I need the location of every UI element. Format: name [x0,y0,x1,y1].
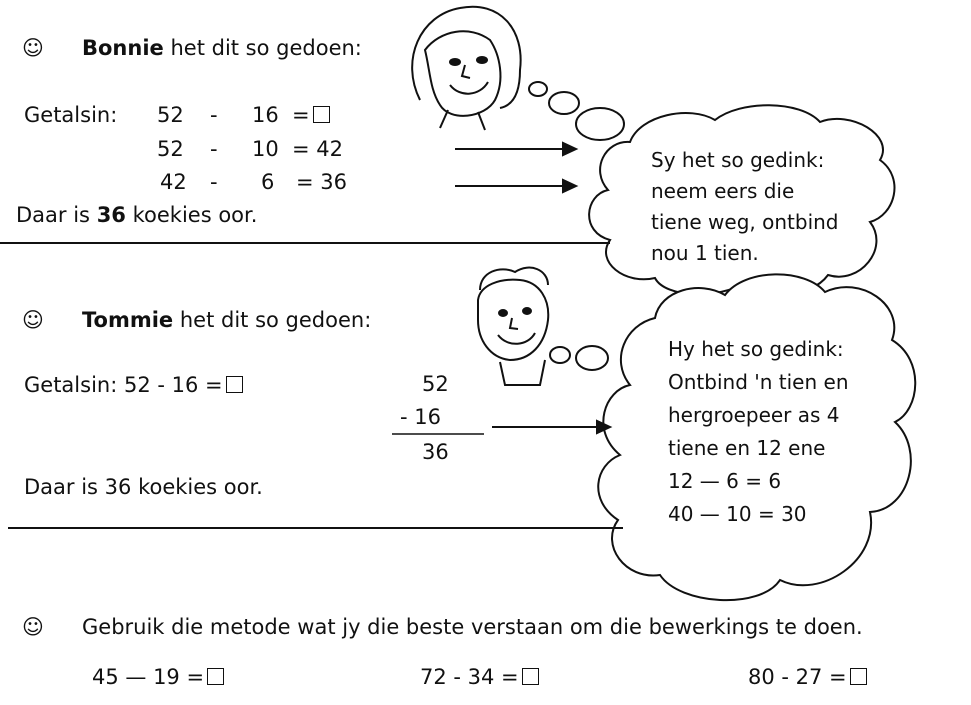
tommie-thought-line: 12 — 6 = 6 [668,469,782,493]
tommie-heading [82,308,371,332]
bonnie-thought-line: neem eers die [651,179,795,203]
bonnie-heading [82,36,362,60]
bonnie-thought-trail [529,82,624,140]
bonnie-row-1-a: 52 [157,103,184,127]
smiley-icon: ☺ [22,36,44,60]
exercise-problem-3 [748,665,867,689]
bonnie-thought-text [651,145,839,269]
tommie-thought-text [668,333,849,531]
exercise-problem-text: 72 - 34 = [420,665,519,689]
bonnie-row-3-op: - [210,170,218,194]
bonnie-row-3-a: 42 [160,170,187,194]
bonnie-row-3-b: 6 [261,170,275,194]
tommie-thought-line: tiene en 12 ene [668,436,826,460]
tommie-thought-line: Ontbind 'n tien en [668,370,849,394]
exercise-problem-1 [92,665,224,689]
tommie-thought-line: hergroepeer as 4 [668,403,840,427]
smiley-icon: ☺ [22,308,44,332]
tommie-face-illustration [478,268,548,385]
tommie-column-minus: - 16 [400,405,441,429]
bonnie-row-2-b: 10 [252,137,279,161]
section-divider-2 [8,527,623,529]
bonnie-row-1-op: - [210,103,218,127]
bonnie-intro: het dit so gedoen: [170,36,362,60]
tommie-getalsin [24,373,243,397]
bonnie-row-1-b: 16 [252,103,279,127]
bonnie-answer-number: 36 [96,203,126,227]
bonnie-getalsin-label: Getalsin: [24,103,118,127]
exercise-problem-text: 80 - 27 = [748,665,847,689]
bonnie-answer-post: koekies oor. [132,203,258,227]
tommie-intro: het dit so gedoen: [179,308,372,332]
bonnie-thought-line: tiene weg, ontbind [651,210,839,234]
bonnie-answer [16,203,257,227]
answer-box [850,668,867,685]
exercise-instruction: Gebruik die metode wat jy die beste verstaan om die bewerkings te doen. [82,615,863,639]
tommie-column-top: 52 [422,372,449,396]
exercise-problem-2 [420,665,539,689]
smiley-icon: ☺ [22,615,44,639]
bonnie-name: Bonnie [82,36,164,60]
bonnie-thought-line: nou 1 tien. [651,241,759,265]
bonnie-row-2-op: - [210,137,218,161]
exercise-problem-text: 45 — 19 = [92,665,205,689]
bonnie-row-1-eq-sign: = [292,103,310,127]
tommie-answer: Daar is 36 koekies oor. [24,475,263,499]
bonnie-answer-pre: Daar is [16,203,90,227]
section-divider-1 [0,242,610,244]
bonnie-row-3-eq: = 36 [296,170,347,194]
answer-box [207,668,224,685]
bonnie-row-1-eq [292,103,330,127]
tommie-name: Tommie [82,308,174,332]
bonnie-row-2-eq: = 42 [292,137,343,161]
tommie-getalsin-text: Getalsin: 52 - 16 = [24,373,223,397]
tommie-thought-trail [550,346,608,370]
answer-box [522,668,539,685]
bonnie-thought-line: Sy het so gedink: [651,148,825,172]
tommie-column-result: 36 [422,440,449,464]
bonnie-face-illustration [412,7,520,130]
bonnie-row-2-a: 52 [157,137,184,161]
tommie-thought-line: Hy het so gedink: [668,337,844,361]
tommie-thought-line: 40 — 10 = 30 [668,502,807,526]
answer-box [226,376,243,393]
answer-box [313,106,330,123]
